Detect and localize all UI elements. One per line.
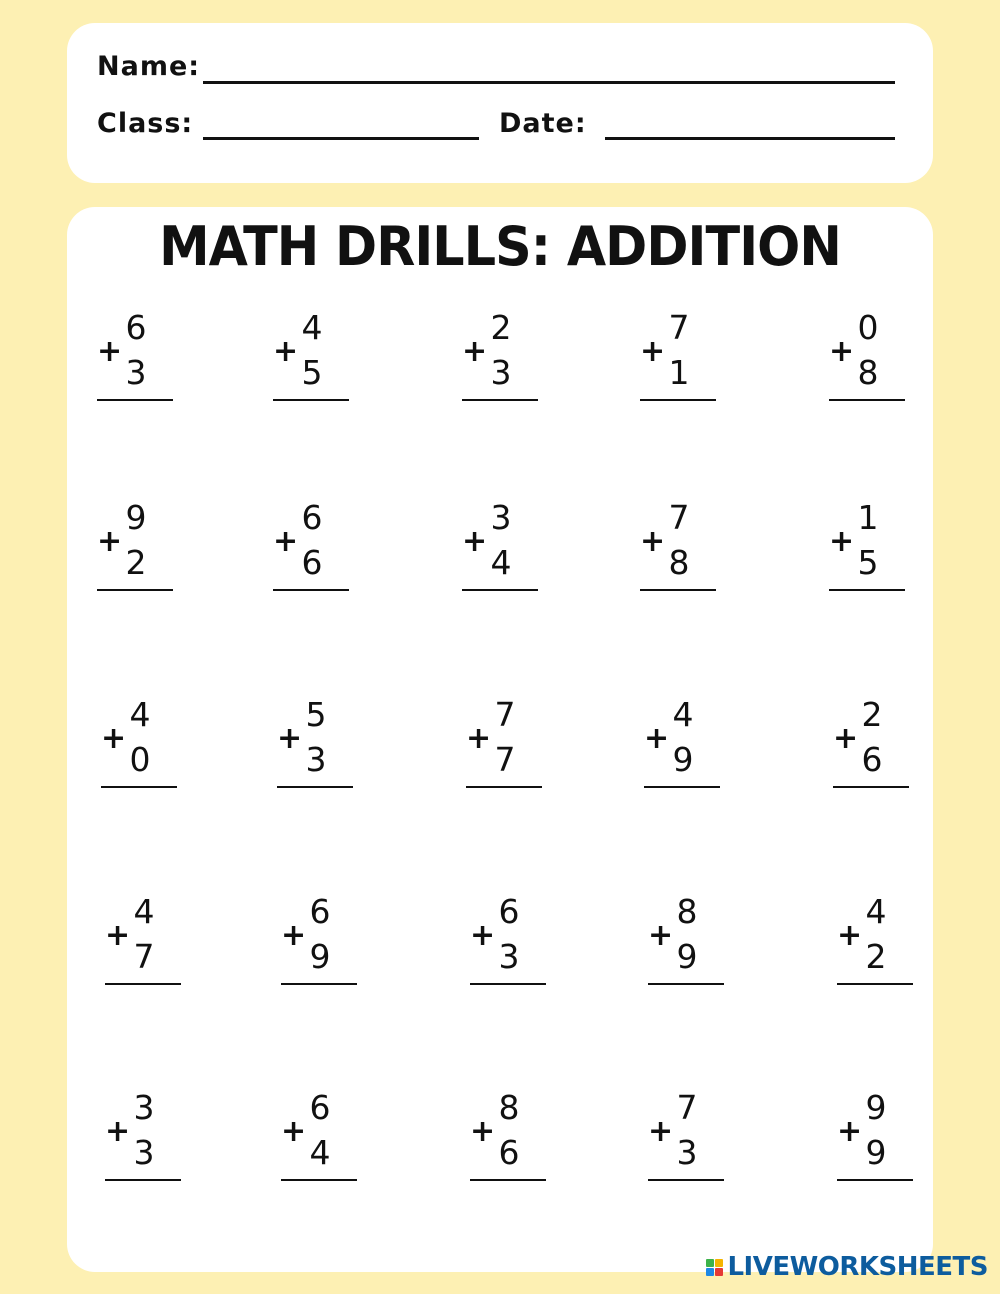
addition-problem (273, 308, 353, 417)
bottom-addend: 6 (498, 1133, 520, 1172)
addition-problem (97, 308, 177, 417)
bottom-addend: 4 (490, 543, 512, 582)
bottom-addend: 5 (857, 543, 879, 582)
plus-sign: + (837, 918, 863, 953)
answer-line[interactable] (837, 983, 913, 985)
bottom-addend: 1 (668, 353, 690, 392)
top-addend: 6 (301, 498, 323, 537)
answer-line[interactable] (462, 399, 538, 401)
plus-sign: + (833, 721, 859, 756)
bottom-addend: 9 (865, 1133, 887, 1172)
plus-sign: + (97, 524, 123, 559)
logo-text: LIVEWORKSHEETS (727, 1252, 988, 1282)
addition-problem (648, 892, 728, 1001)
top-addend: 4 (301, 308, 323, 347)
top-addend: 0 (857, 308, 879, 347)
addition-problem (640, 308, 720, 417)
top-addend: 2 (490, 308, 512, 347)
answer-line[interactable] (648, 1179, 724, 1181)
top-addend: 8 (676, 892, 698, 931)
answer-line[interactable] (97, 399, 173, 401)
answer-line[interactable] (281, 983, 357, 985)
addition-problem (277, 695, 357, 804)
top-addend: 4 (672, 695, 694, 734)
top-addend: 9 (125, 498, 147, 537)
bottom-addend: 0 (129, 740, 151, 779)
top-addend: 1 (857, 498, 879, 537)
addition-problem (470, 892, 550, 1001)
addition-problem (105, 1088, 185, 1197)
plus-sign: + (273, 334, 299, 369)
answer-line[interactable] (281, 1179, 357, 1181)
plus-sign: + (837, 1114, 863, 1149)
plus-sign: + (105, 1114, 131, 1149)
answer-line[interactable] (470, 983, 546, 985)
answer-line[interactable] (644, 786, 720, 788)
top-addend: 6 (309, 1088, 331, 1127)
addition-problem (829, 308, 909, 417)
name-line[interactable] (203, 81, 895, 84)
bottom-addend: 3 (305, 740, 327, 779)
date-line[interactable] (605, 137, 895, 140)
answer-line[interactable] (829, 399, 905, 401)
bottom-addend: 4 (309, 1133, 331, 1172)
plus-sign: + (281, 918, 307, 953)
plus-sign: + (640, 524, 666, 559)
plus-sign: + (829, 524, 855, 559)
liveworksheets-icon (706, 1259, 723, 1276)
bottom-addend: 8 (668, 543, 690, 582)
plus-sign: + (462, 334, 488, 369)
worksheet-title: MATH DRILLS: ADDITION (159, 215, 841, 278)
addition-problem (462, 498, 542, 607)
top-addend: 7 (676, 1088, 698, 1127)
answer-line[interactable] (97, 589, 173, 591)
bottom-addend: 2 (125, 543, 147, 582)
top-addend: 7 (668, 308, 690, 347)
answer-line[interactable] (470, 1179, 546, 1181)
addition-problem (837, 1088, 917, 1197)
top-addend: 6 (498, 892, 520, 931)
class-line[interactable] (203, 137, 479, 140)
addition-problem (640, 498, 720, 607)
addition-problem (105, 892, 185, 1001)
class-label: Class: (97, 108, 194, 139)
top-addend: 9 (865, 1088, 887, 1127)
answer-line[interactable] (640, 399, 716, 401)
plus-sign: + (466, 721, 492, 756)
top-addend: 4 (865, 892, 887, 931)
bottom-addend: 3 (125, 353, 147, 392)
bottom-addend: 7 (494, 740, 516, 779)
addition-problem (833, 695, 913, 804)
plus-sign: + (648, 918, 674, 953)
plus-sign: + (648, 1114, 674, 1149)
addition-problem (101, 695, 181, 804)
top-addend: 2 (861, 695, 883, 734)
addition-problem (281, 892, 361, 1001)
liveworksheets-logo (706, 1252, 988, 1282)
name-label: Name: (97, 51, 201, 82)
addition-problem (462, 308, 542, 417)
plus-sign: + (829, 334, 855, 369)
addition-problem (829, 498, 909, 607)
addition-problem (648, 1088, 728, 1197)
bottom-addend: 9 (672, 740, 694, 779)
bottom-addend: 3 (133, 1133, 155, 1172)
top-addend: 6 (125, 308, 147, 347)
bottom-addend: 2 (865, 937, 887, 976)
bottom-addend: 3 (490, 353, 512, 392)
top-addend: 4 (129, 695, 151, 734)
plus-sign: + (101, 721, 127, 756)
answer-line[interactable] (105, 983, 181, 985)
top-addend: 3 (490, 498, 512, 537)
bottom-addend: 9 (676, 937, 698, 976)
addition-problem (644, 695, 724, 804)
answer-line[interactable] (273, 589, 349, 591)
plus-sign: + (470, 1114, 496, 1149)
answer-line[interactable] (833, 786, 909, 788)
top-addend: 6 (309, 892, 331, 931)
plus-sign: + (281, 1114, 307, 1149)
answer-line[interactable] (837, 1179, 913, 1181)
answer-line[interactable] (101, 786, 177, 788)
answer-line[interactable] (640, 589, 716, 591)
top-addend: 5 (305, 695, 327, 734)
bottom-addend: 6 (301, 543, 323, 582)
answer-line[interactable] (829, 589, 905, 591)
bottom-addend: 6 (861, 740, 883, 779)
addition-problem (466, 695, 546, 804)
answer-line[interactable] (648, 983, 724, 985)
bottom-addend: 3 (676, 1133, 698, 1172)
answer-line[interactable] (466, 786, 542, 788)
top-addend: 8 (498, 1088, 520, 1127)
date-label: Date: (499, 108, 587, 139)
answer-line[interactable] (462, 589, 538, 591)
plus-sign: + (644, 721, 670, 756)
top-addend: 7 (494, 695, 516, 734)
answer-line[interactable] (277, 786, 353, 788)
answer-line[interactable] (105, 1179, 181, 1181)
worksheet-card (67, 207, 933, 1272)
plus-sign: + (640, 334, 666, 369)
plus-sign: + (105, 918, 131, 953)
addition-problem (273, 498, 353, 607)
bottom-addend: 3 (498, 937, 520, 976)
header-card (67, 23, 933, 183)
addition-problem (281, 1088, 361, 1197)
addition-problem (97, 498, 177, 607)
answer-line[interactable] (273, 399, 349, 401)
plus-sign: + (470, 918, 496, 953)
top-addend: 3 (133, 1088, 155, 1127)
plus-sign: + (462, 524, 488, 559)
bottom-addend: 7 (133, 937, 155, 976)
plus-sign: + (97, 334, 123, 369)
addition-problem (837, 892, 917, 1001)
top-addend: 4 (133, 892, 155, 931)
bottom-addend: 5 (301, 353, 323, 392)
bottom-addend: 9 (309, 937, 331, 976)
plus-sign: + (273, 524, 299, 559)
top-addend: 7 (668, 498, 690, 537)
bottom-addend: 8 (857, 353, 879, 392)
plus-sign: + (277, 721, 303, 756)
addition-problem (470, 1088, 550, 1197)
